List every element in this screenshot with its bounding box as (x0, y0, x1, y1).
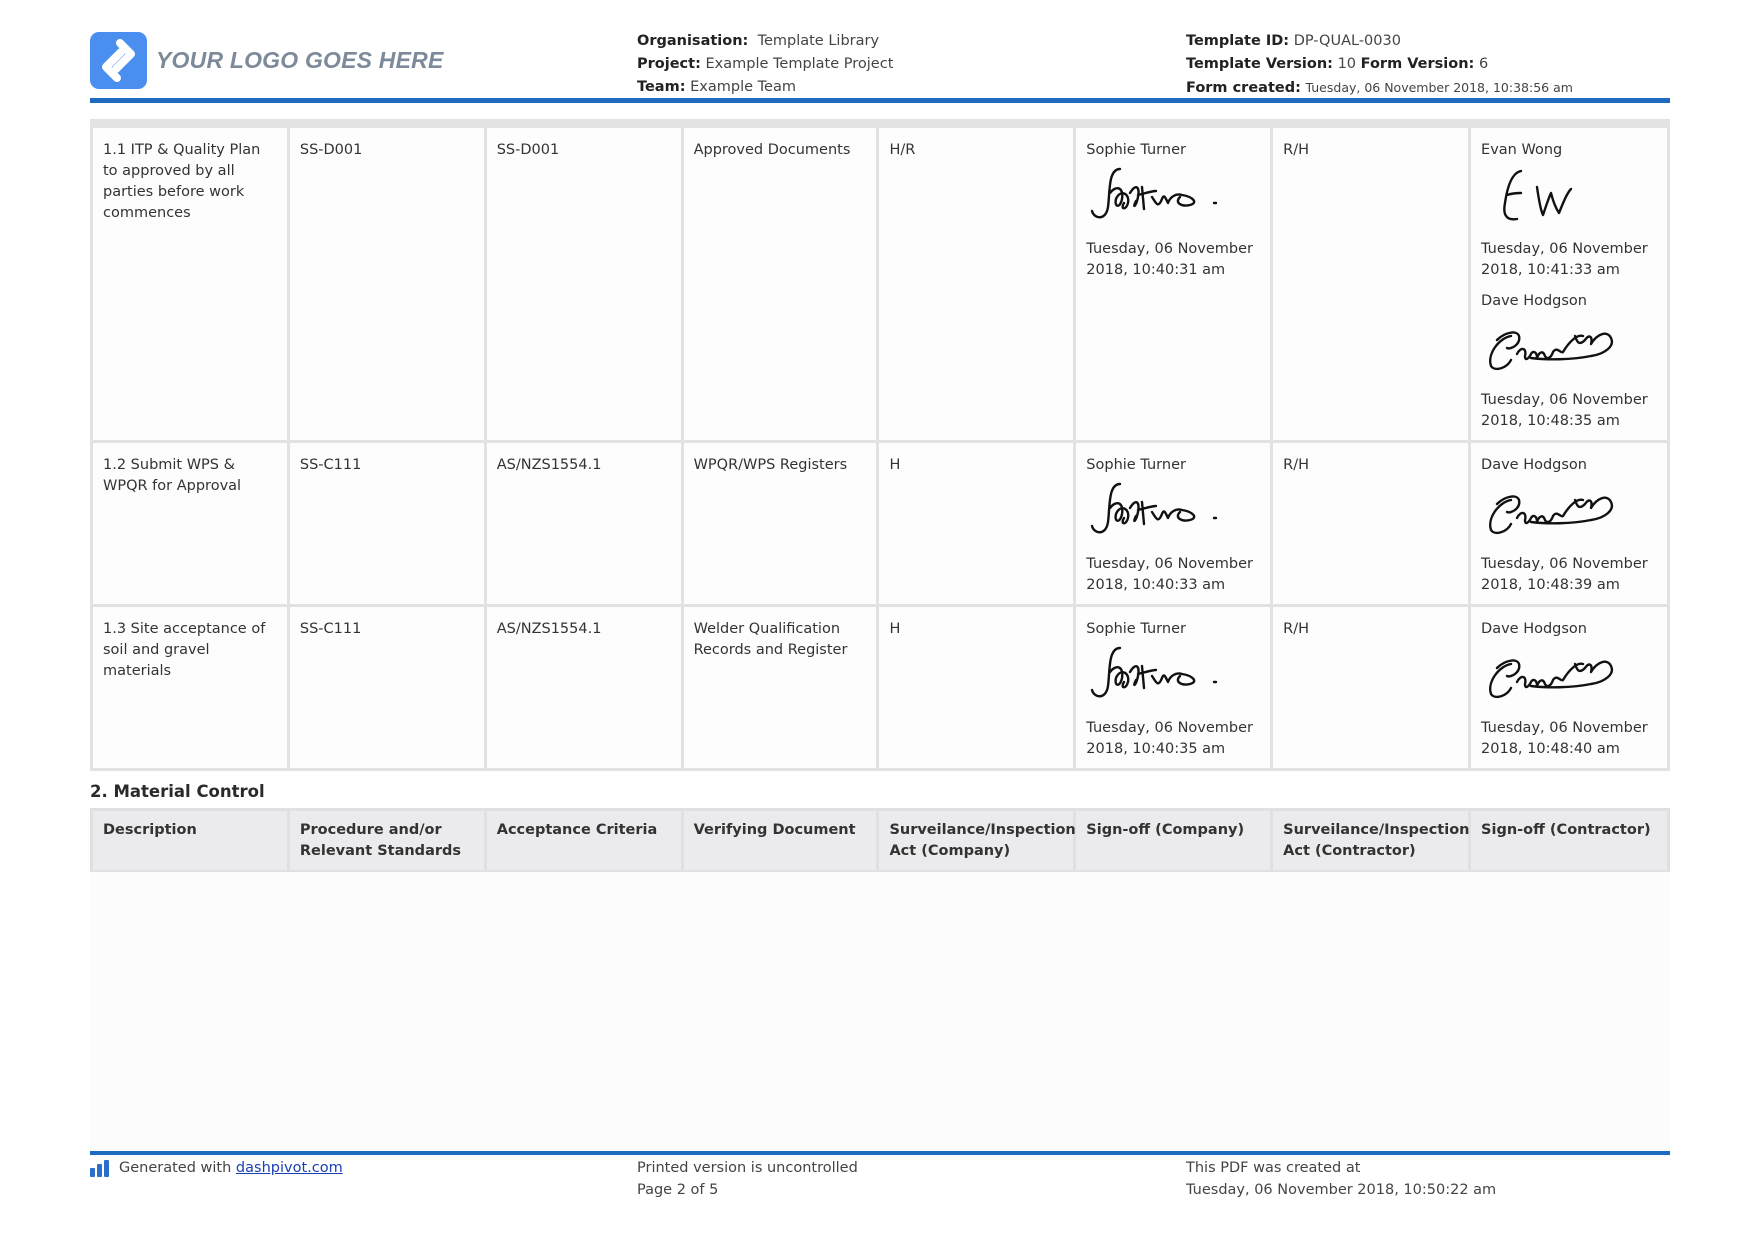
signature-image (1481, 642, 1657, 714)
company-signoff-cell (1075, 442, 1272, 606)
company-act-cell: H/R (878, 127, 1075, 442)
signature-image (1481, 314, 1657, 386)
section-body-empty (90, 872, 1670, 1152)
column-header: Sign-off (Company) (1075, 810, 1272, 872)
description-cell: 1.3 Site acceptance of soil and gravel materials (92, 606, 289, 770)
footer-divider (90, 1151, 1670, 1155)
form-version-value: 6 (1478, 56, 1489, 72)
verifying-document-cell: WPQR/WPS Registers (682, 442, 878, 606)
company-act-cell: H (878, 606, 1075, 770)
form-created-row: Form created: Tuesday, 06 November 2018, 10:38:56 am (1186, 80, 1573, 96)
column-header: Description (92, 810, 289, 872)
project-row: Project: Example Template Project (637, 56, 894, 72)
contractor-signoff-cell (1470, 606, 1669, 770)
signature-block (1481, 140, 1657, 281)
contractor-signoff-cell (1470, 442, 1669, 606)
signer-name: Sophie Turner (1086, 142, 1186, 158)
team-row: Team: Example Team (637, 79, 796, 95)
company-act-cell: H (878, 442, 1075, 606)
acceptance-cell: AS/NZS1554.1 (485, 442, 682, 606)
description-cell: 1.1 ITP & Quality Plan to approved by all parties before work commences (92, 127, 289, 442)
table-row (92, 442, 1669, 606)
description-cell: 1.2 Submit WPS & WPQR for Approval (92, 442, 289, 606)
procedure-cell: SS-C111 (288, 442, 485, 606)
footer-pdf-created (1186, 1157, 1496, 1201)
pdf-created-value: Tuesday, 06 November 2018, 10:50:22 am (1186, 1182, 1497, 1198)
signed-date: Tuesday, 06 November 2018, 10:48:39 am (1481, 556, 1648, 593)
signature-image (1086, 478, 1260, 550)
team-value: Example Team (690, 79, 796, 95)
footer-generated (90, 1157, 343, 1179)
signature-block (1086, 455, 1260, 596)
signature-block (1086, 140, 1260, 281)
signer-name: Dave Hodgson (1481, 293, 1587, 309)
verifying-document-cell: Welder Qualification Records and Register (682, 606, 878, 770)
company-signoff-cell (1075, 127, 1272, 442)
acceptance-cell: SS-D001 (485, 127, 682, 442)
signature-image (1086, 642, 1260, 714)
column-header: Verifying Document (682, 810, 878, 872)
contractor-act-cell: R/H (1272, 127, 1470, 442)
signed-date: Tuesday, 06 November 2018, 10:41:33 am (1481, 241, 1648, 278)
project-value: Example Template Project (705, 56, 894, 72)
pdf-created-label: This PDF was created at (1186, 1160, 1361, 1176)
signed-date: Tuesday, 06 November 2018, 10:48:35 am (1481, 392, 1648, 429)
footer-print-info (637, 1157, 858, 1201)
verifying-document-cell: Approved Documents (682, 127, 878, 442)
signed-date: Tuesday, 06 November 2018, 10:40:33 am (1086, 556, 1253, 593)
procedure-cell: SS-D001 (288, 127, 485, 442)
form-meta-project (637, 30, 893, 99)
form-meta-template (1186, 30, 1573, 100)
company-signoff-cell (1075, 606, 1272, 770)
generated-text: Generated with (119, 1160, 232, 1176)
dashpivot-icon (90, 1159, 112, 1177)
logo-text: YOUR LOGO GOES HERE (156, 47, 444, 73)
signature-image (1086, 163, 1260, 235)
column-header: Surveilance/Inspection Act (Company) (878, 810, 1075, 872)
logo (90, 32, 444, 89)
procedure-cell: SS-C111 (288, 606, 485, 770)
itp-items-table (90, 125, 1670, 771)
section-title: 2. Material Control (90, 782, 265, 801)
page-header (90, 28, 1670, 98)
signer-name: Sophie Turner (1086, 621, 1186, 637)
organisation-row: Organisation: Template Library (637, 33, 880, 49)
column-header: Sign-off (Contractor) (1470, 810, 1669, 872)
template-id-value: DP-QUAL-0030 (1293, 33, 1401, 49)
template-version-value: 10 (1337, 56, 1357, 72)
signed-date: Tuesday, 06 November 2018, 10:40:31 am (1086, 241, 1253, 278)
signature-image (1481, 478, 1657, 550)
signature-block (1086, 619, 1260, 760)
logo-icon (90, 32, 147, 89)
uncontrolled-note: Printed version is uncontrolled (637, 1160, 858, 1176)
table-row (92, 606, 1669, 770)
signer-name: Dave Hodgson (1481, 621, 1587, 637)
contractor-act-cell: R/H (1272, 606, 1470, 770)
column-header: Procedure and/or Relevant Standards (288, 810, 485, 872)
page-number: Page 2 of 5 (637, 1182, 719, 1198)
table-row (92, 127, 1669, 442)
header-divider (90, 98, 1670, 103)
signature-block (1481, 455, 1657, 596)
material-control-table-header (90, 808, 1670, 873)
signer-name: Sophie Turner (1086, 457, 1186, 473)
acceptance-cell: AS/NZS1554.1 (485, 606, 682, 770)
signed-date: Tuesday, 06 November 2018, 10:40:35 am (1086, 720, 1253, 757)
version-row: Template Version: 10 Form Version: 6 (1186, 56, 1489, 72)
signed-date: Tuesday, 06 November 2018, 10:48:40 am (1481, 720, 1648, 757)
dashpivot-link[interactable]: dashpivot.com (235, 1160, 343, 1176)
organisation-value: Template Library (757, 33, 880, 49)
template-id-row: Template ID: DP-QUAL-0030 (1186, 33, 1401, 49)
form-created-value: Tuesday, 06 November 2018, 10:38:56 am (1305, 80, 1573, 95)
signer-name: Evan Wong (1481, 142, 1563, 158)
column-header: Acceptance Criteria (485, 810, 682, 872)
signature-block (1481, 291, 1657, 432)
signature-block (1481, 619, 1657, 760)
contractor-signoff-cell (1470, 127, 1669, 442)
signature-image (1481, 163, 1657, 235)
contractor-act-cell: R/H (1272, 442, 1470, 606)
signer-name: Dave Hodgson (1481, 457, 1587, 473)
column-header: Surveilance/Inspection Act (Contractor) (1272, 810, 1470, 872)
